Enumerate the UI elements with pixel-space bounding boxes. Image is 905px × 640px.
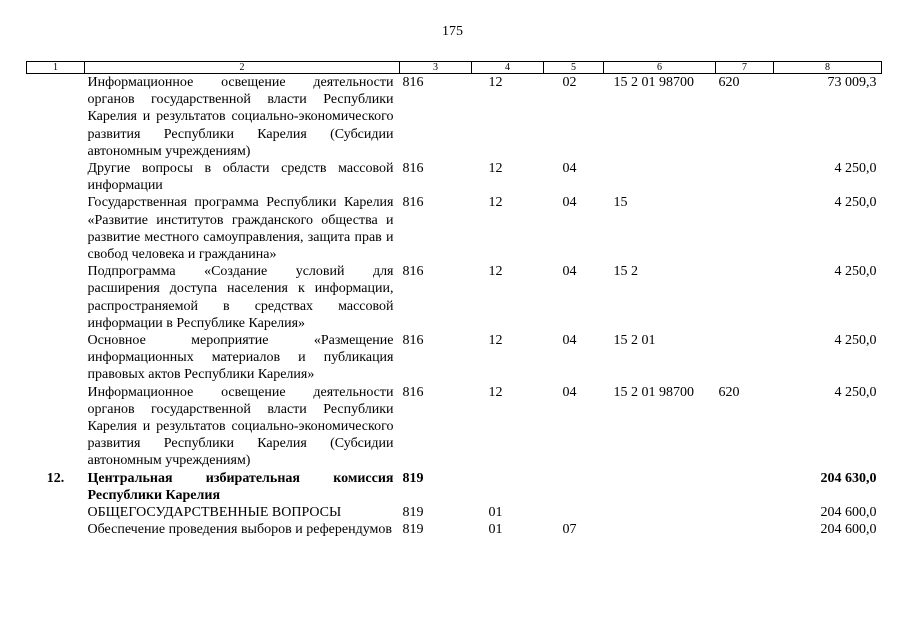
row-section: 12 — [488, 161, 503, 177]
row-expense-type — [716, 160, 774, 194]
row-number — [27, 521, 85, 538]
row-section: 12 — [488, 264, 503, 280]
row-target-article: 15 2 — [613, 264, 638, 280]
row-name: Информационное освещение деятельности органов государственной власти Республики Карелия и результатов социально-экономического развития Республики Карелия (Субсидии автономным учреждениям) — [87, 75, 394, 159]
row-name: Центральная избирательная комиссия Республики Карелия — [87, 470, 394, 503]
row-name: Основное мероприятие «Размещение информационных материалов и публикация правовых актов Республики Карелия» — [87, 333, 394, 383]
row-expense-type: 620 — [718, 384, 740, 400]
row-sum: 204 600,0 — [820, 505, 877, 521]
column-number-7: 7 — [716, 62, 774, 74]
row-expense-type — [716, 194, 774, 263]
page-number: 175 — [442, 24, 463, 39]
row-number — [27, 504, 85, 521]
row-subsection: 02 — [562, 75, 577, 90]
table-row — [27, 332, 882, 384]
row-grbs: 816 — [402, 161, 424, 177]
row-target-article — [604, 521, 716, 538]
row-expense-type — [716, 332, 774, 384]
row-section: 01 — [488, 522, 503, 538]
budget-table — [26, 61, 882, 538]
row-sum: 4 250,0 — [834, 264, 877, 280]
row-expense-type: 620 — [718, 75, 740, 90]
row-subsection: 04 — [562, 384, 577, 400]
column-number-4: 4 — [472, 62, 544, 74]
row-sum: 4 250,0 — [834, 195, 877, 211]
row-grbs: 819 — [402, 470, 424, 486]
row-expense-type — [716, 504, 774, 521]
row-grbs: 816 — [402, 195, 424, 211]
row-expense-type — [716, 263, 774, 332]
row-name: Информационное освещение деятельности органов государственной власти Республики Карелия и результатов социально-экономического развития Республики Карелия (Субсидии автономным учреждениям) — [87, 384, 394, 469]
table-row — [27, 470, 882, 504]
row-number — [27, 263, 85, 332]
row-target-article — [604, 504, 716, 521]
row-sum: 204 600,0 — [820, 522, 877, 538]
row-subsection: 04 — [562, 333, 577, 349]
table-row — [27, 504, 882, 521]
table-row — [27, 74, 882, 161]
row-number — [27, 384, 85, 470]
row-target-article — [604, 160, 716, 194]
table-row — [27, 384, 882, 470]
row-grbs: 816 — [402, 264, 424, 280]
column-number-8: 8 — [774, 62, 882, 74]
row-sum: 4 250,0 — [834, 333, 877, 349]
column-number-5: 5 — [544, 62, 604, 74]
row-expense-type — [716, 521, 774, 538]
row-number: 12. — [46, 470, 65, 486]
table-header — [27, 62, 882, 74]
row-section: 12 — [488, 333, 503, 349]
row-grbs: 819 — [402, 505, 424, 521]
row-name: ОБЩЕГОСУДАРСТВЕННЫЕ ВОПРОСЫ — [87, 505, 342, 521]
row-target-article — [604, 470, 716, 504]
row-sum: 73 009,3 — [827, 75, 877, 90]
table-row — [27, 160, 882, 194]
row-grbs: 819 — [402, 522, 424, 538]
row-grbs: 816 — [402, 384, 424, 400]
row-subsection: 07 — [562, 522, 577, 538]
row-subsection: 04 — [562, 264, 577, 280]
row-section: 12 — [488, 384, 503, 400]
row-sum: 4 250,0 — [834, 384, 877, 400]
row-name: Обеспечение проведения выборов и референдумов — [87, 522, 392, 538]
row-expense-type — [716, 470, 774, 504]
row-target-article: 15 2 01 98700 — [613, 384, 694, 400]
row-number — [27, 194, 85, 263]
row-target-article: 15 2 01 — [613, 333, 656, 349]
row-target-article: 15 — [613, 195, 628, 211]
row-name: Подпрограмма «Создание условий для расширения доступа населения к информации, распространяемой в средствах массовой информации в Республике Карелия» — [87, 264, 394, 331]
column-number-2: 2 — [85, 62, 400, 74]
column-number-6: 6 — [604, 62, 716, 74]
row-subsection: 04 — [562, 161, 577, 177]
row-name: Другие вопросы в области средств массовой информации — [87, 161, 394, 194]
row-subsection — [544, 504, 604, 521]
table-row — [27, 263, 882, 332]
row-grbs: 816 — [402, 75, 424, 90]
row-section — [472, 470, 544, 504]
table-row — [27, 194, 882, 263]
row-number — [27, 160, 85, 194]
row-number — [27, 74, 85, 161]
row-number — [27, 332, 85, 384]
row-section: 12 — [488, 75, 503, 90]
column-number-1: 1 — [27, 62, 85, 74]
row-subsection — [544, 470, 604, 504]
row-section: 01 — [488, 505, 503, 521]
row-sum: 204 630,0 — [820, 470, 877, 486]
table-body — [27, 74, 882, 539]
table-row — [27, 521, 882, 538]
row-grbs: 816 — [402, 333, 424, 349]
row-subsection: 04 — [562, 195, 577, 211]
row-section: 12 — [488, 195, 503, 211]
row-name: Государственная программа Республики Карелия «Развитие институтов гражданского общества и развитие местного самоуправления, защита прав и свобод человека и гражданина» — [87, 195, 394, 263]
row-target-article: 15 2 01 98700 — [613, 75, 694, 90]
row-sum: 4 250,0 — [834, 161, 877, 177]
column-number-3: 3 — [400, 62, 472, 74]
